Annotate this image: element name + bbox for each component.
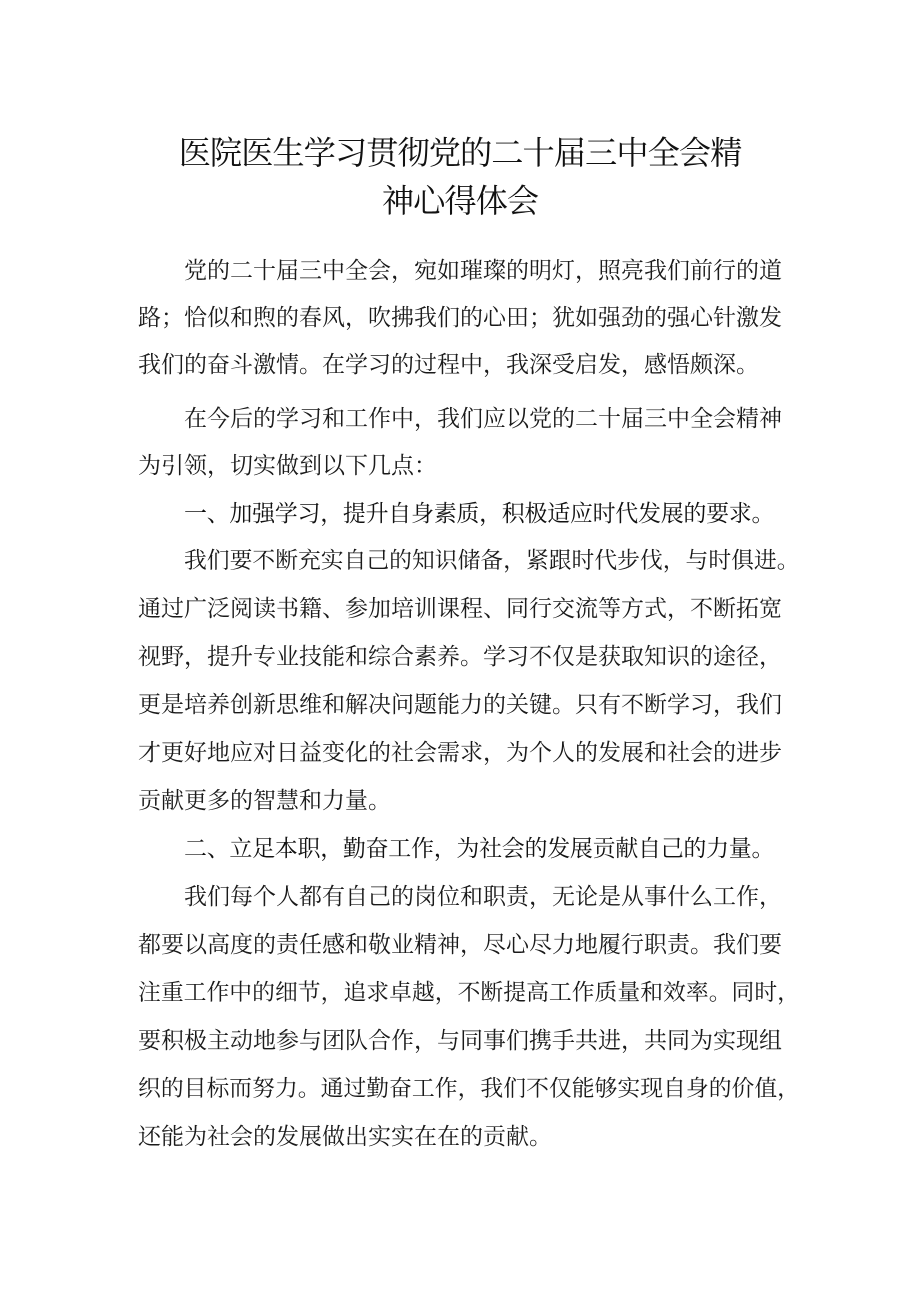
paragraph-line: 要积极主动地参与团队合作，与同事们携手共进，共同为实现组	[138, 1028, 782, 1054]
paragraph-line: 通过广泛阅读书籍、参加培训课程、同行交流等方式，不断拓宽	[138, 596, 782, 622]
paragraph-line: 我们要不断充实自己的知识储备，紧跟时代步伐，与时俱进。	[184, 548, 800, 574]
paragraph-line: 更是培养创新思维和解决问题能力的关键。只有不断学习，我们	[138, 692, 782, 718]
document-title-line-2: 神心得体会	[381, 182, 539, 220]
paragraph-line: 为引领，切实做到以下几点：	[138, 453, 437, 479]
paragraph-line: 路；恰似和煦的春风，吹拂我们的心田；犹如强劲的强心针激发	[138, 305, 782, 331]
paragraph-line: 我们的奋斗激情。在学习的过程中，我深受启发，感悟颇深。	[138, 352, 759, 378]
paragraph-line: 注重工作中的细节，追求卓越，不断提高工作质量和效率。同时，	[138, 980, 801, 1006]
paragraph-line: 才更好地应对日益变化的社会需求，为个人的发展和社会的进步	[138, 740, 782, 766]
paragraph-line: 在今后的学习和工作中，我们应以党的二十届三中全会精神	[184, 406, 782, 432]
document-title-line-1: 医院医生学习贯彻党的二十届三中全会精	[178, 134, 742, 172]
paragraph-line: 织的目标而努力。通过勤奋工作，我们不仅能够实现自身的价值，	[138, 1076, 801, 1102]
paragraph-line: 都要以高度的责任感和敬业精神，尽心尽力地履行职责。我们要	[138, 932, 782, 958]
paragraph-line: 还能为社会的发展做出实实在在的贡献。	[138, 1124, 552, 1150]
paragraph-line: 我们每个人都有自己的岗位和职责，无论是从事什么工作，	[184, 884, 782, 910]
section-heading-2: 二、立足本职，勤奋工作，为社会的发展贡献自己的力量。	[184, 836, 775, 862]
section-heading-1: 一、加强学习，提升自身素质，积极适应时代发展的要求。	[184, 501, 775, 527]
paragraph-line: 贡献更多的智慧和力量。	[138, 788, 391, 814]
paragraph-line: 视野，提升专业技能和综合素养。学习不仅是获取知识的途径，	[138, 644, 782, 670]
paragraph-line: 党的二十届三中全会，宛如璀璨的明灯，照亮我们前行的道	[184, 258, 782, 284]
